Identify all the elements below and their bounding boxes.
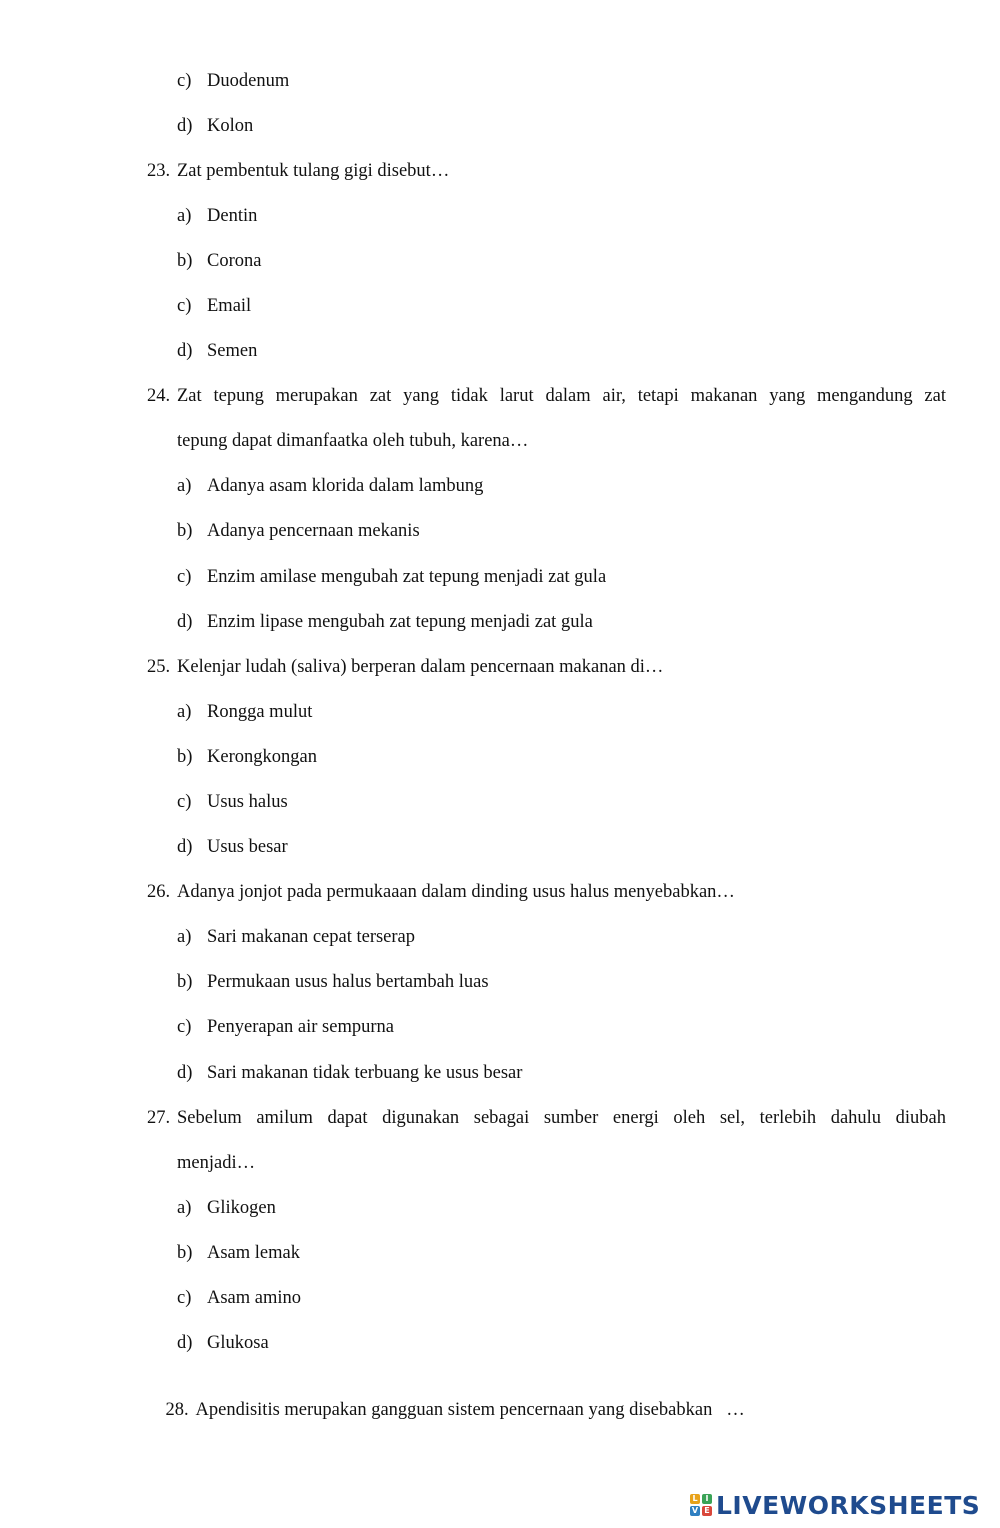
option-label: b)	[177, 251, 193, 271]
option-label: d)	[177, 341, 193, 361]
option-item	[177, 1062, 522, 1084]
option-item	[177, 205, 257, 227]
option-item	[177, 746, 317, 768]
option-text: Dentin	[207, 206, 258, 226]
option-text: Rongga mulut	[207, 702, 313, 722]
option-label: d)	[177, 1333, 193, 1353]
logo-mark-l: L	[690, 1494, 700, 1504]
option-text: Asam amino	[207, 1288, 302, 1308]
logo-text: LIVEWORKSHEETS	[716, 1490, 981, 1520]
option-text: Adanya asam klorida dalam lambung	[207, 476, 484, 496]
option-item	[177, 926, 415, 948]
question-number: 26.	[147, 882, 171, 902]
option-label: d)	[177, 116, 193, 136]
option-label: b)	[177, 972, 193, 992]
option-item	[177, 250, 261, 272]
logo-mark-v: V	[691, 1506, 699, 1515]
logo-mark-i: I	[702, 1494, 712, 1504]
question-25	[147, 656, 663, 678]
option-text: Enzim amilase mengubah zat tepung menjadi zat gula	[207, 567, 607, 587]
option-item	[177, 520, 420, 542]
option-item	[177, 836, 288, 858]
option-item	[177, 115, 253, 137]
question-number: 23.	[147, 161, 171, 181]
option-label: a)	[177, 927, 192, 947]
option-label: c)	[177, 296, 192, 316]
question-28	[147, 1377, 745, 1443]
option-text: Glukosa	[207, 1333, 269, 1353]
logo-mark-icon	[690, 1494, 712, 1516]
option-label: a)	[177, 702, 192, 722]
option-label: d)	[177, 837, 193, 857]
question-number: 24.	[147, 386, 171, 406]
option-text: Corona	[207, 251, 262, 271]
option-label: b)	[177, 521, 193, 541]
option-item	[177, 295, 251, 317]
question-text: Apendisitis merupakan gangguan sistem pencernaan yang disebabkan …	[195, 1400, 745, 1420]
option-label: b)	[177, 747, 193, 767]
question-text-continued: tepung dapat dimanfaatka oleh tubuh, karena…	[177, 431, 529, 451]
question-number: 25.	[147, 657, 171, 677]
option-label: c)	[177, 71, 192, 91]
option-text: Asam lemak	[207, 1243, 300, 1263]
option-text: Kolon	[207, 116, 254, 136]
option-text: Sari makanan cepat terserap	[207, 927, 416, 947]
option-label: a)	[177, 476, 192, 496]
question-text: Zat tepung merupakan zat yang tidak larut dalam air, tetapi makanan yang mengandung zat	[177, 386, 946, 406]
question-text: Kelenjar ludah (saliva) berperan dalam pencernaan makanan di…	[177, 657, 664, 677]
question-26	[147, 881, 735, 903]
question-23	[147, 160, 449, 182]
question-text: Adanya jonjot pada permukaaan dalam dinding usus halus menyebabkan…	[177, 882, 735, 902]
option-text: Penyerapan air sempurna	[207, 1017, 394, 1037]
option-item	[177, 1242, 300, 1264]
liveworksheets-logo[interactable]	[690, 1489, 980, 1521]
option-label: d)	[177, 1063, 193, 1083]
option-text: Permukaan usus halus bertambah luas	[207, 972, 489, 992]
option-label: d)	[177, 612, 193, 632]
option-text: Adanya pencernaan mekanis	[207, 521, 420, 541]
option-label: b)	[177, 1243, 193, 1263]
option-text: Usus besar	[207, 837, 288, 857]
option-label: a)	[177, 206, 192, 226]
option-text: Usus halus	[207, 792, 288, 812]
option-label: c)	[177, 1017, 192, 1037]
option-item	[177, 1197, 276, 1219]
option-item	[177, 611, 593, 633]
option-text: Kerongkongan	[207, 747, 317, 767]
option-label: c)	[177, 792, 192, 812]
question-24	[147, 385, 177, 407]
question-text: Zat pembentuk tulang gigi disebut…	[177, 161, 450, 181]
option-text: Semen	[207, 341, 258, 361]
option-item	[177, 475, 483, 497]
option-item	[177, 566, 606, 588]
option-text: Email	[207, 296, 252, 316]
option-text: Enzim lipase mengubah zat tepung menjadi zat gula	[207, 612, 593, 632]
option-text: Duodenum	[207, 71, 290, 91]
question-text-continued: menjadi…	[177, 1153, 256, 1173]
option-label: c)	[177, 567, 192, 587]
logo-mark-e: E	[702, 1506, 712, 1516]
option-text: Sari makanan tidak terbuang ke usus besar	[207, 1063, 523, 1083]
option-item	[177, 701, 312, 723]
option-item	[177, 1016, 394, 1038]
question-number: 28.	[165, 1400, 189, 1420]
question-27	[147, 1107, 177, 1129]
option-label: a)	[177, 1198, 192, 1218]
option-item	[177, 1287, 301, 1309]
option-label: c)	[177, 1288, 192, 1308]
option-item	[177, 70, 289, 92]
option-item	[177, 791, 288, 813]
option-text: Glikogen	[207, 1198, 276, 1218]
question-text: Sebelum amilum dapat digunakan sebagai sumber energi oleh sel, terlebih dahulu diubah	[177, 1108, 946, 1128]
option-item	[177, 1332, 269, 1354]
question-number: 27.	[147, 1108, 171, 1128]
option-item	[177, 340, 257, 362]
option-item	[177, 971, 489, 993]
